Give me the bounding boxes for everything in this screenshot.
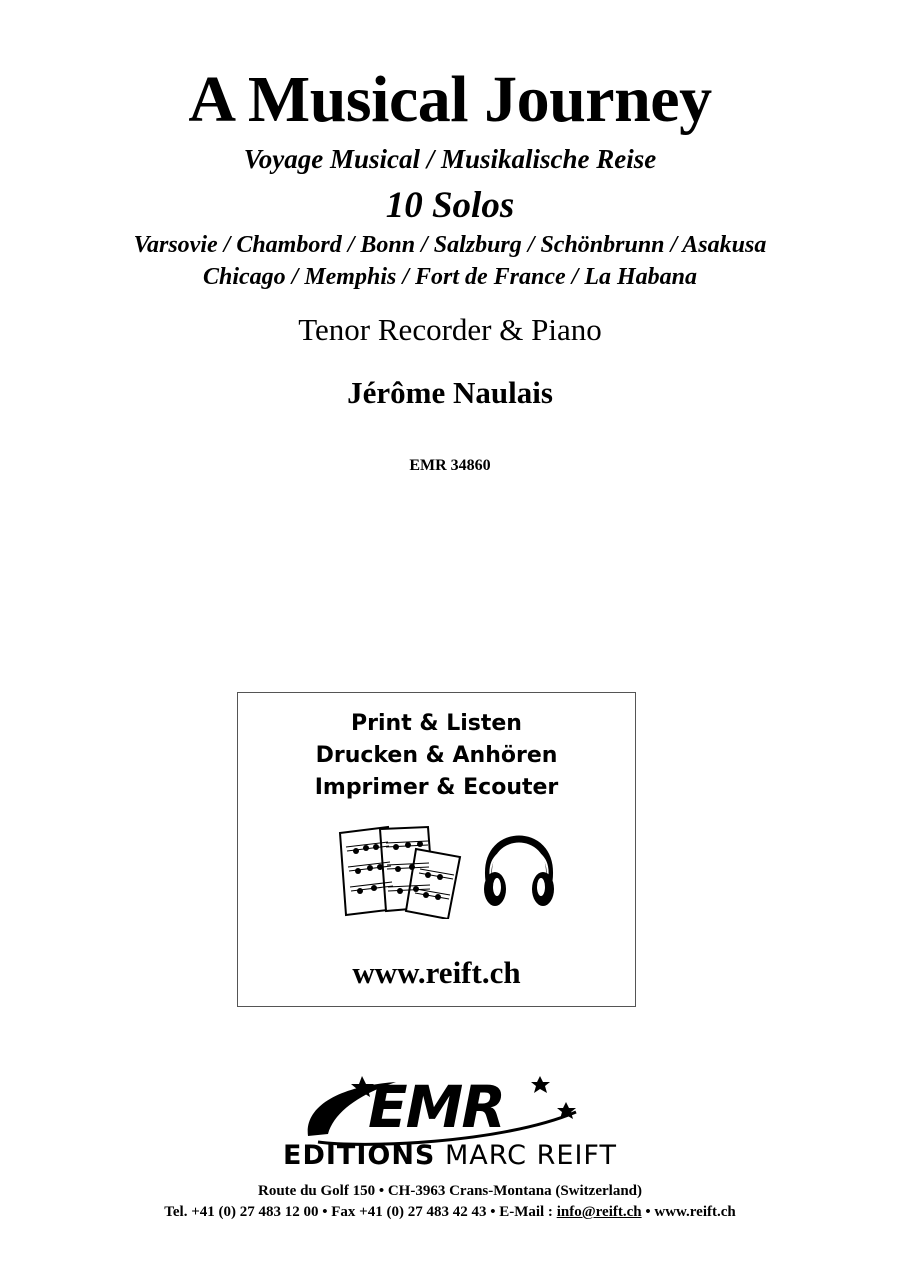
contact-phone-fax: Tel. +41 (0) 27 483 12 00 • Fax +41 (0) 27 483 42 43 • E-Mail :: [164, 1204, 557, 1220]
print-listen-fr: Imprimer & Ecouter: [314, 775, 559, 800]
publisher-contact: [0, 1202, 900, 1222]
publisher-name-marc: MARC: [444, 1140, 528, 1171]
print-listen-box: [237, 692, 636, 1007]
headphones-icon: [481, 835, 557, 909]
emr-logo: EMR: [368, 1073, 504, 1141]
email-link[interactable]: info@reift.ch: [556, 1204, 642, 1220]
catalog-number: EMR 34860: [409, 457, 491, 474]
publisher-name: [0, 1140, 900, 1172]
print-listen-de: Drucken & Anhören: [315, 743, 558, 768]
cities-line-2: Chicago / Memphis / Fort de France / La Habana: [202, 264, 698, 290]
instrumentation: Tenor Recorder & Piano: [298, 312, 602, 347]
solos-count: 10 Solos: [385, 185, 515, 226]
print-listen-en: Print & Listen: [351, 711, 522, 736]
cover-title: A Musical Journey: [188, 63, 712, 136]
contact-website[interactable]: • www.reift.ch: [641, 1204, 736, 1220]
composer-name: Jérôme Naulais: [347, 375, 553, 410]
publisher-address: Route du Golf 150 • CH-3963 Crans-Montana (Switzerland): [258, 1183, 642, 1199]
publisher-name-reift: REIFT: [536, 1140, 617, 1171]
sheet-music-icon: [336, 823, 468, 919]
website-link[interactable]: www.reift.ch: [352, 955, 521, 990]
cover-subtitle: Voyage Musical / Musikalische Reise: [243, 144, 657, 174]
publisher-name-editions: EDITIONS: [283, 1140, 436, 1171]
cities-line-1: Varsovie / Chambord / Bonn / Salzburg / Schönbrunn / Asakusa: [133, 232, 767, 258]
